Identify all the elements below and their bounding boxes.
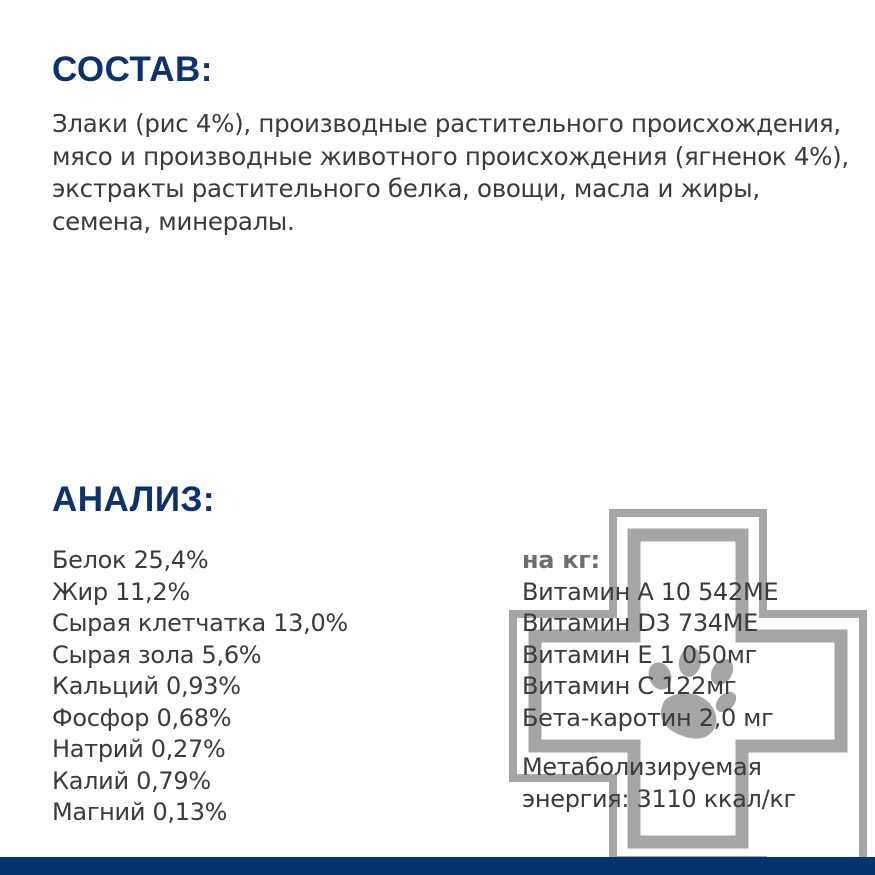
vitamin-e: Витамин E 1 050мг: [522, 640, 757, 669]
analysis-item-calcium: Кальций 0,93%: [52, 672, 241, 700]
vitamin-d3: Витамин D3 734МЕ: [522, 609, 759, 637]
composition-heading: СОСТАВ:: [52, 50, 213, 89]
beta-carotene: Бета-каротин 2,0 мг: [522, 703, 774, 732]
vitamin-a: Витамин A 10 542МЕ: [522, 577, 779, 606]
per-kg-list: [522, 545, 796, 815]
composition-text: Злаки (рис 4%), производные растительного происхождения, мясо и производные животного происхождения (ягненок 4%), экстракты растительного белка, овощи, масла и жиры, семена, минералы.: [52, 109, 849, 236]
energy-line-1: Метаболизируемая: [522, 753, 762, 781]
analysis-item-ash: Сырая зола 5,6%: [52, 640, 262, 669]
analysis-item-protein: Белок 25,4%: [52, 546, 209, 574]
analysis-list: [52, 545, 348, 829]
vitamin-c: Витамин C 122мг: [522, 672, 737, 700]
analysis-item-fat: Жир 11,2%: [52, 577, 190, 606]
per-kg-label: на кг:: [522, 546, 600, 574]
analysis-heading: АНАЛИЗ:: [52, 480, 216, 519]
energy-line-2: энергия: 3110 ккал/кг: [522, 784, 796, 813]
analysis-item-phosphorus: Фосфор 0,68%: [52, 703, 232, 732]
footer-band: [0, 857, 875, 875]
analysis-item-sodium: Натрий 0,27%: [52, 735, 226, 763]
analysis-item-fiber: Сырая клетчатка 13,0%: [52, 609, 348, 637]
analysis-item-potassium: Калий 0,79%: [52, 766, 211, 795]
analysis-item-magnesium: Магний 0,13%: [52, 798, 228, 826]
